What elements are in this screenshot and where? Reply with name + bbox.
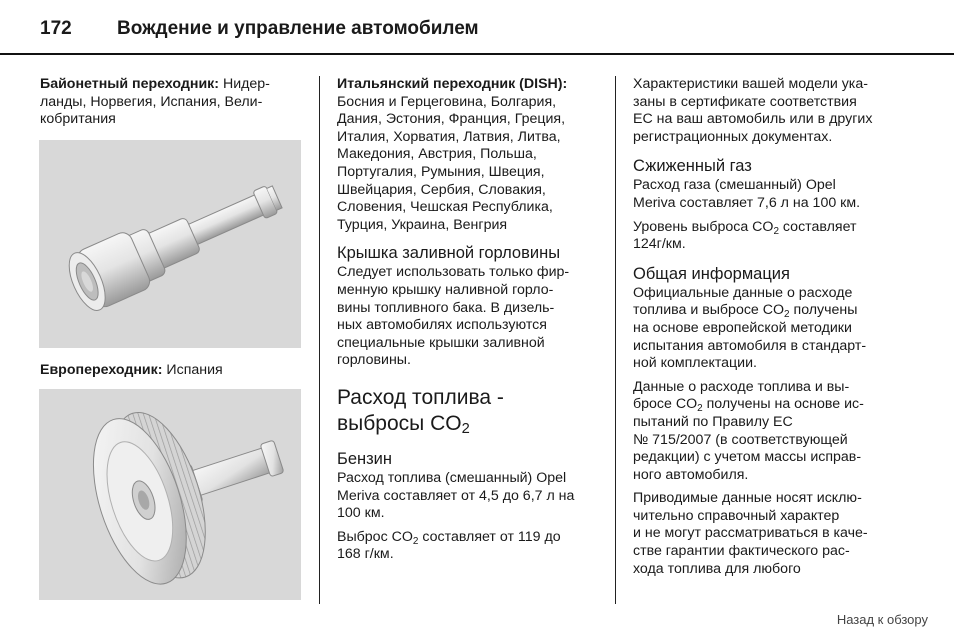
- note-line: стве гарантии фактического рас-: [633, 543, 850, 560]
- column-right: [633, 76, 898, 578]
- bayonet-line-2: ланды, Норвегия, Испания, Вели-: [40, 93, 263, 110]
- data-line: редакции) с учетом массы исправ-: [633, 449, 862, 466]
- general-line: топлива и выбросе $CO_2$ получены: [633, 302, 858, 321]
- intro-line: Характеристики вашей модели ука-: [633, 76, 868, 92]
- note-line: хода топлива для любого: [633, 560, 801, 577]
- data-line: бросе $CO_2$ получены на основе ис-: [633, 396, 864, 415]
- petrol-emission-line-2: 168 г/км.: [337, 546, 394, 563]
- lpg-line: Meriva составляет 7,6 л на 100 км.: [633, 194, 861, 211]
- page-title: Вождение и управление автомобилем: [117, 18, 479, 39]
- general-info-heading: Общая информация: [633, 264, 790, 283]
- euro-label: Европереходник:: [40, 362, 163, 378]
- data-line: Данные о расходе топлива и вы-: [633, 378, 850, 395]
- dish-line: Словения, Чешская Республика,: [337, 199, 553, 216]
- dish-line: Италия, Хорватия, Латвия, Литва,: [337, 128, 561, 145]
- fuel-cap-line: специальные крышки заливной: [337, 334, 545, 351]
- page-number: 172: [40, 18, 72, 39]
- lpg-emission-line-1: Уровень выброса $CO_2$ составляет: [633, 218, 857, 237]
- dish-line: Дания, Эстония, Франция, Греция,: [337, 111, 566, 128]
- bayonet-line-1: Байонетный переходник: Нидер-: [40, 76, 270, 92]
- fuel-cap-line: менную крышку наливной горло-: [337, 281, 554, 298]
- dish-line: Турция, Украина, Венгрия: [337, 216, 508, 233]
- intro-line: регистрационных документах.: [633, 128, 833, 145]
- petrol-line: Meriva составляет от 4,5 до 6,7 л на: [337, 487, 575, 504]
- general-line: на основе европейской методики: [633, 319, 852, 336]
- dish-line: Босния и Герцеговина, Болгария,: [337, 93, 557, 110]
- petrol-emission-line-1: Выброс $CO_2$ составляет от 119 до: [337, 528, 561, 547]
- fuel-cap-line: Следует использовать только фир-: [337, 264, 570, 281]
- dish-line: Швейцария, Сербия, Словакия,: [337, 181, 546, 198]
- column-middle: [337, 76, 599, 564]
- bayonet-label: Байонетный переходник:: [40, 76, 220, 92]
- petrol-heading: Бензин: [337, 449, 393, 468]
- note-line: Приводимые данные носят исклю-: [633, 490, 862, 507]
- data-line: пытаний по Правилу ЕС: [633, 413, 793, 430]
- fuel-cap-line: вины топливного бака. В дизель-: [337, 299, 555, 316]
- dish-line: Португалия, Румыния, Швеция,: [337, 163, 545, 180]
- column-left: [40, 76, 302, 129]
- lpg-line: Расход газа (смешанный) Opel: [633, 177, 836, 194]
- section-heading-line-2: выбросы $CO_2$: [337, 411, 470, 437]
- general-line: Официальные данные о расходе: [633, 284, 853, 301]
- euro-adapter-caption: Европереходник: Испания: [40, 362, 223, 378]
- dish-line: Македония, Австрия, Польша,: [337, 146, 537, 163]
- general-line: испытания автомобиля в стандарт-: [633, 337, 867, 354]
- note-line: чительно справочный характер: [633, 507, 840, 524]
- bayonet-line-3: кобритания: [40, 111, 116, 128]
- lpg-emission-line-2: 124г/км.: [633, 236, 686, 253]
- intro-line: ЕС на ваш автомобиль или в других: [633, 111, 873, 128]
- fuel-cap-line: ных автомобилях используются: [337, 317, 547, 334]
- column-divider-1: [319, 76, 320, 604]
- fuel-cap-heading: Крышка заливной горловины: [337, 244, 561, 263]
- petrol-line: Расход топлива (смешанный) Opel: [337, 469, 567, 486]
- lpg-heading: Сжиженный газ: [633, 157, 752, 176]
- petrol-line: 100 км.: [337, 505, 385, 522]
- euro-adapter-image: [39, 389, 301, 600]
- fuel-cap-line: горловины.: [337, 352, 411, 369]
- column-divider-2: [615, 76, 616, 604]
- note-line: и не могут рассматриваться в каче-: [633, 525, 868, 542]
- header-divider: [0, 53, 954, 55]
- back-to-overview-link[interactable]: Назад к обзору: [836, 612, 928, 627]
- bayonet-adapter-image: [39, 140, 301, 348]
- section-heading-line-1: Расход топлива -: [337, 385, 504, 409]
- intro-line: заны в сертификате соответствия: [633, 93, 857, 110]
- general-line: ной комплектации.: [633, 355, 757, 372]
- dish-label: Итальянский переходник (DISH):: [337, 76, 568, 92]
- data-line: ного автомобиля.: [633, 466, 749, 483]
- data-line: № 715/2007 (в соответствующей: [633, 431, 848, 448]
